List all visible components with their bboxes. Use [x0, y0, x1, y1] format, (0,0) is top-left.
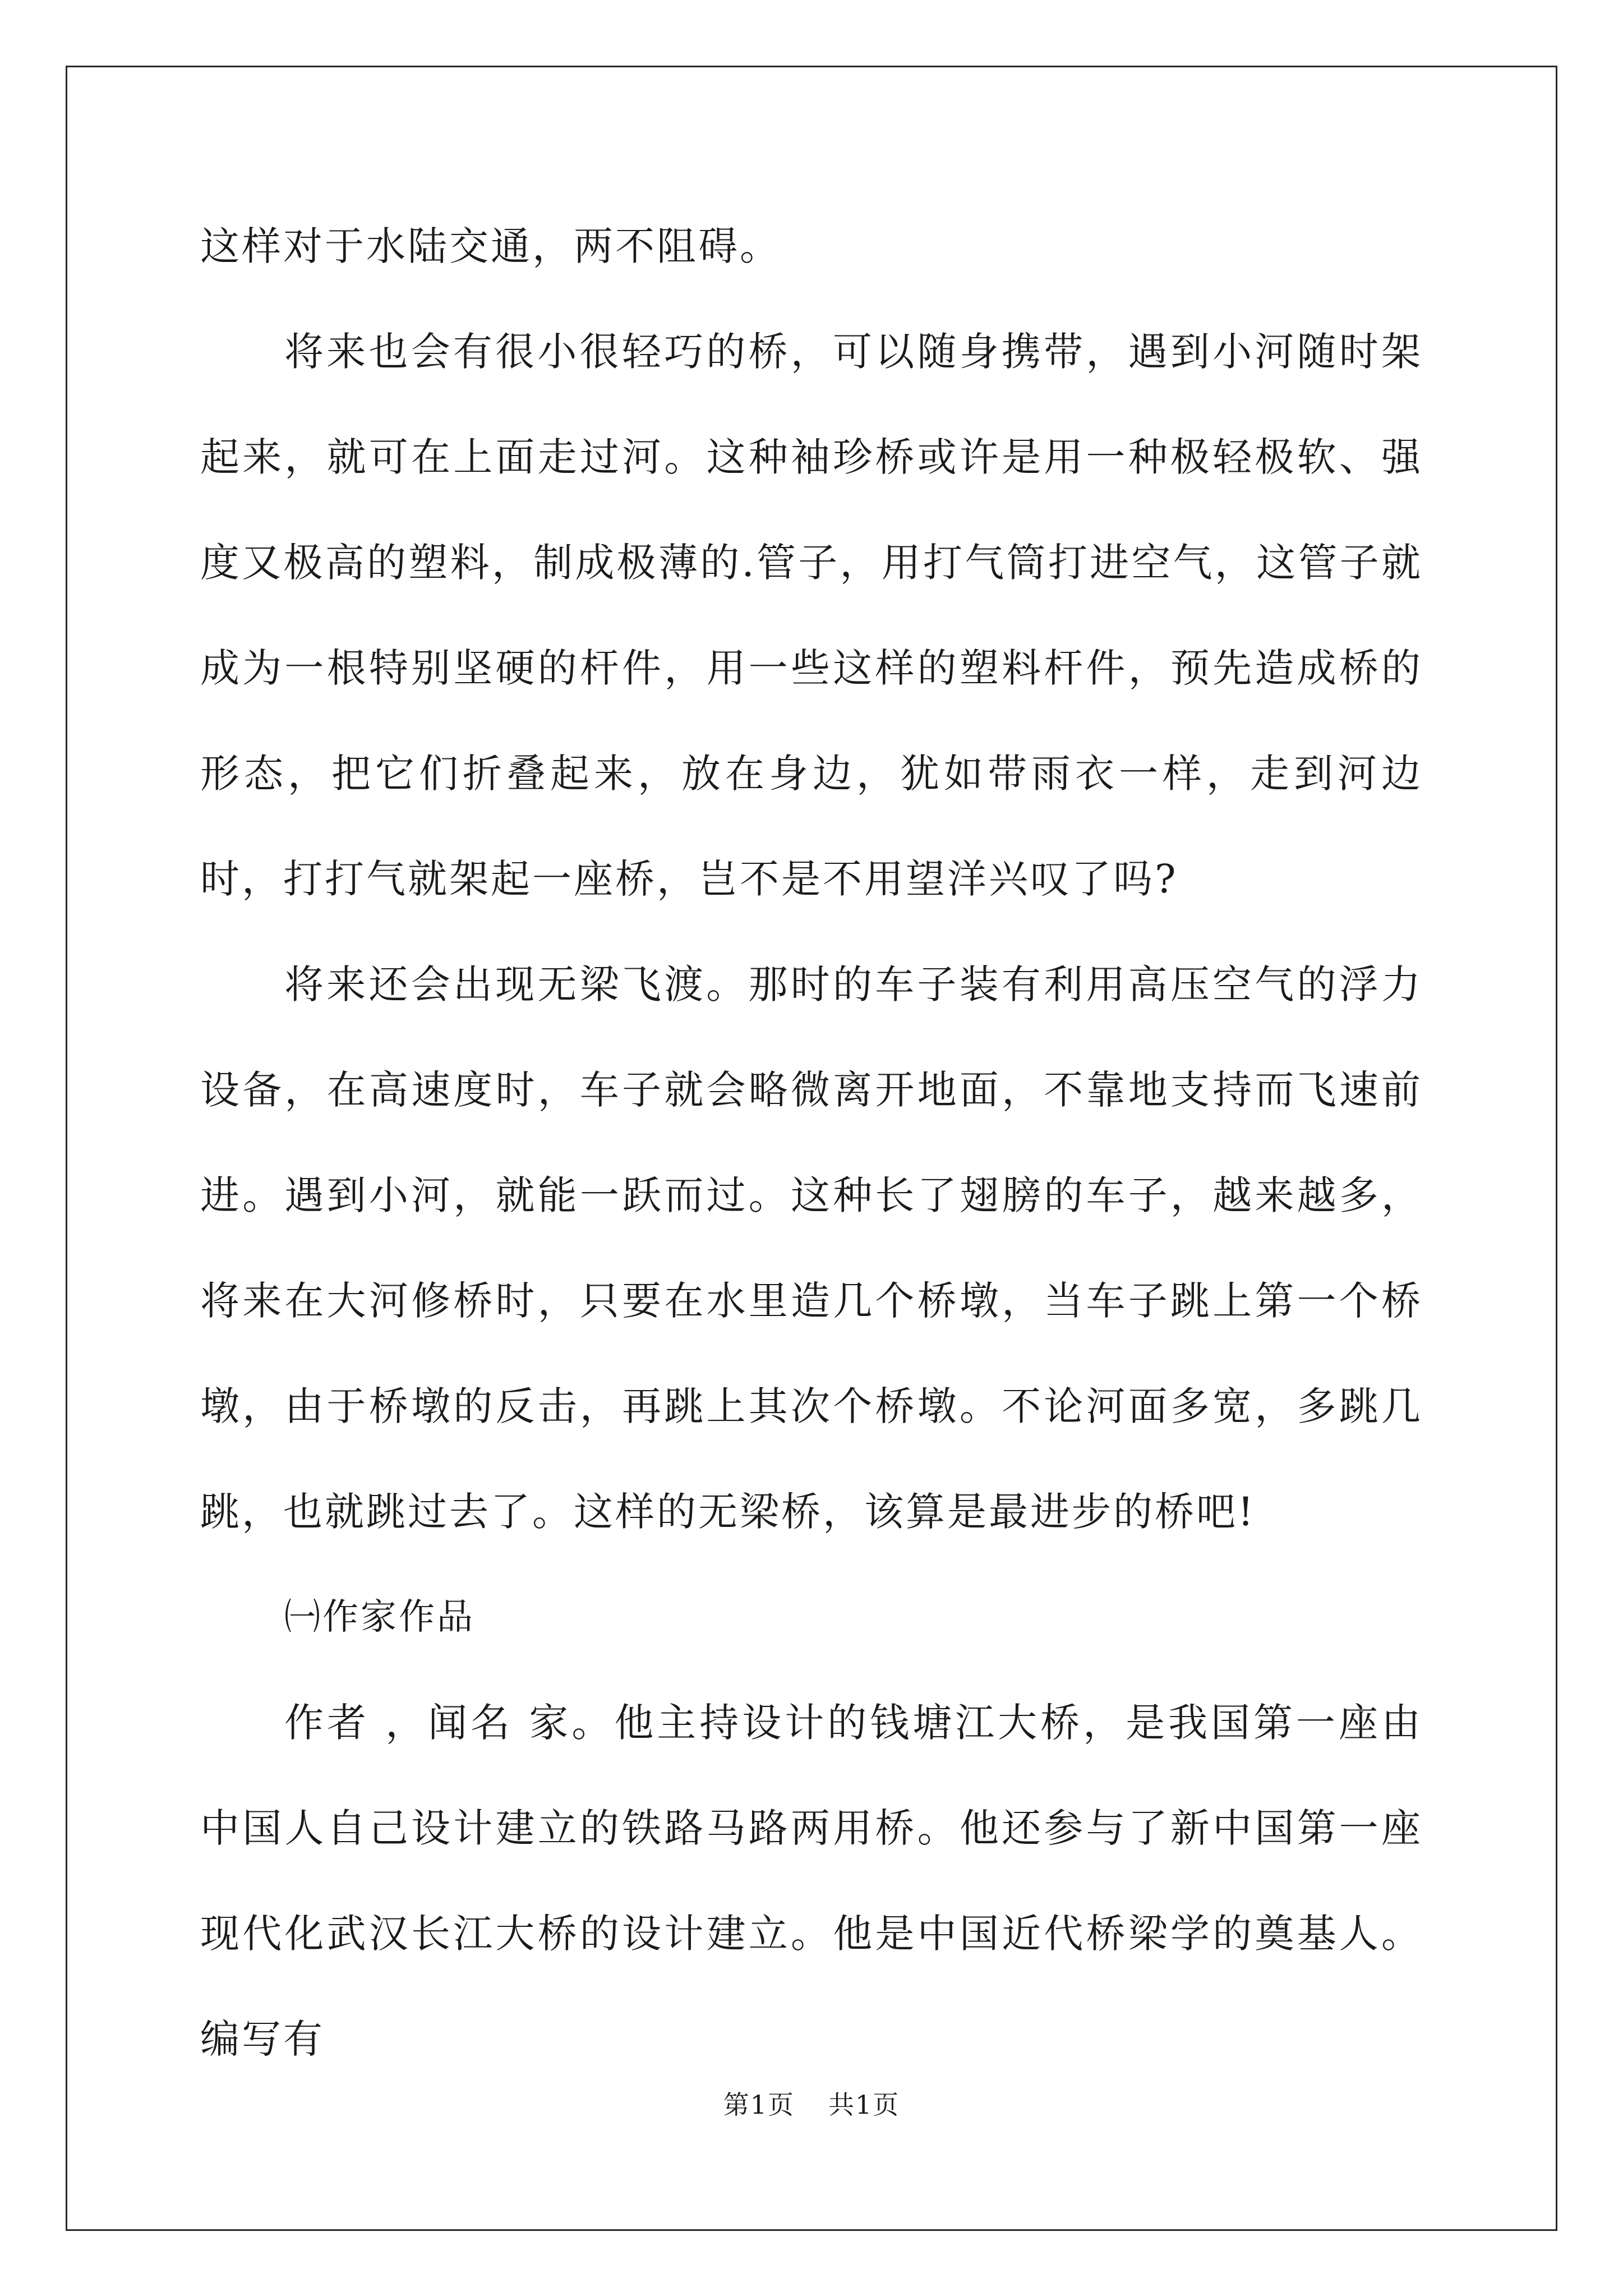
- section-heading-author-works: ㈠作家作品: [284, 1596, 475, 1638]
- paragraph-beamless-bridge: 将来还会出现无梁飞渡。那时的车子装有利用高压空气的浮力设备，在高速度时，车子就会略微离开地面，不靠地支持而飞速前进。遇到小河，就能一跃而过。这种长了翅膀的车子，越来越多，将来在大河修桥时，只要在水里造几个桥墩，当车子跳上第一个桥墩，由于桥墩的反击，再跳上其次个桥墩。不论河面多宽，多跳几跳，也就跳过去了。这样的无梁桥，该算是最进步的桥吧!: [200, 961, 1423, 1535]
- page-footer: [0, 2088, 1623, 2122]
- paragraph-author-intro: 作者 ，闻名 家。他主持设计的钱塘江大桥，是我国第一座由中国人自己设计建立的铁路马路两用桥。他还参与了新中国第一座现代化武汉长江大桥的设计建立。他是中国近代桥梁学的奠基人。编写有: [200, 1700, 1423, 2062]
- paragraph-continuation: 这样对于水陆交通，两不阻碍。: [200, 223, 781, 269]
- page-number: 第1页: [723, 2090, 795, 2120]
- paragraph-portable-bridge: 将来也会有很小很轻巧的桥，可以随身携带，遇到小河随时架起来，就可在上面走过河。这种袖珍桥或许是用一种极轻极软、强度又极高的塑料，制成极薄的.管子，用打气筒打进空气，这管子就成为一根特别坚硬的杆件，用一些这样的塑料杆件，预先造成桥的形态，把它们折叠起来，放在身边，犹如带雨衣一样，走到河边时，打打气就架起一座桥，岂不是不用望洋兴叹了吗?: [200, 329, 1423, 902]
- document-body: [200, 194, 1423, 2092]
- page-total: 共1页: [828, 2090, 900, 2120]
